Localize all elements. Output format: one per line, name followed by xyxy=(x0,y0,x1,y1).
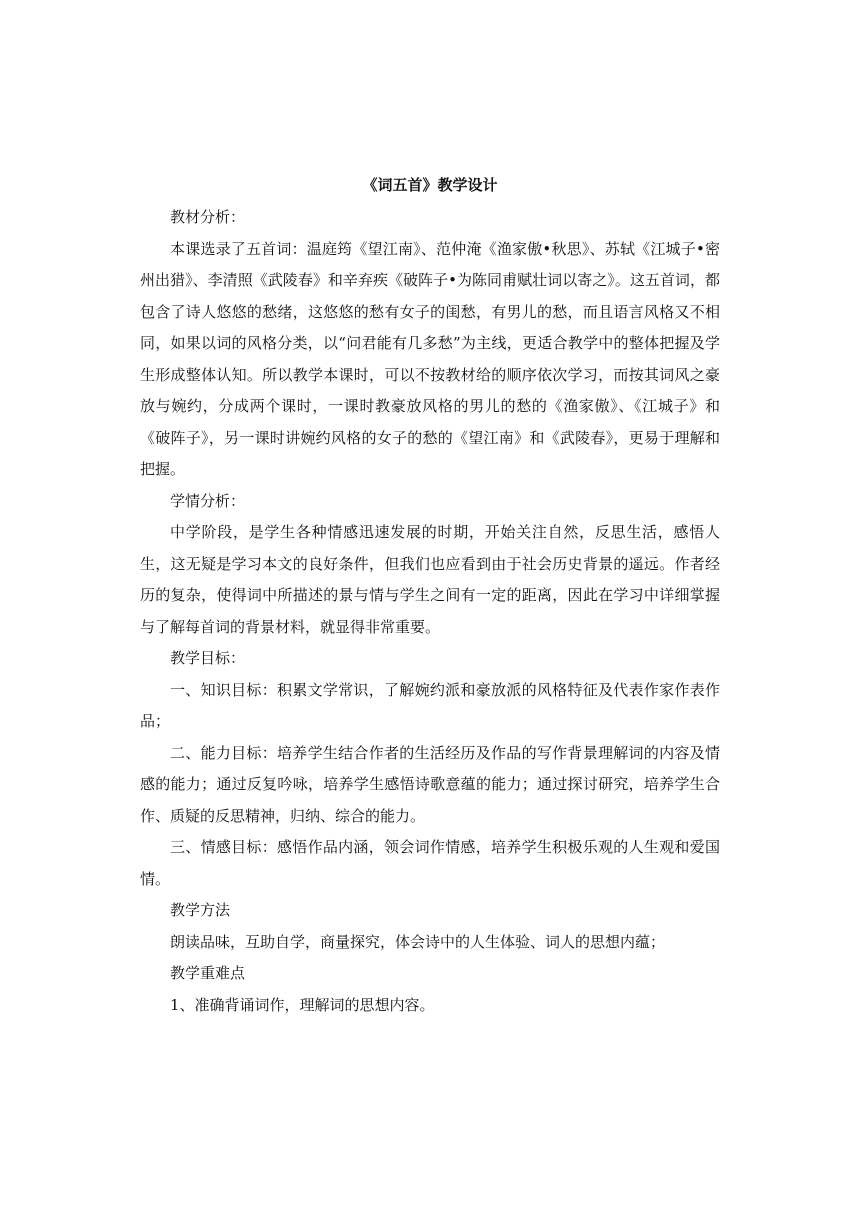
heading-key-points: 教学重难点 xyxy=(170,964,246,982)
paragraph-teaching-methods: 朗读品味，互助自学，商量探究，体会诗中的人生体验、词人的思想内蕴； xyxy=(170,932,666,951)
heading-teaching-goals: 教学目标： xyxy=(170,649,246,667)
goal-emotion: 三、情感目标：感悟作品内涵，领会词作情感，培养学生积极乐观的人生观和爱国情。 xyxy=(140,838,720,888)
document-title: 《词五首》教学设计 xyxy=(362,176,498,194)
key-point-1: 1、准确背诵词作，理解词的思想内容。 xyxy=(170,995,435,1014)
paragraph-student-analysis: 中学阶段，是学生各种情感迅速发展的时期，开始关注自然，反思生活，感悟人生，这无疑是学习本文的良好条件，但我们也应看到由于社会历史背景的遥远。作者经历的复杂，使得词中所描述的景与情与学生之间有一定的距离，因此在学习中详细掌握与了解每首词的背景材料，就显得非常重要。 xyxy=(140,523,720,636)
heading-teaching-methods: 教学方法 xyxy=(170,901,231,919)
heading-textbook-analysis: 教材分析： xyxy=(170,208,246,226)
paragraph-textbook-analysis: 本课选录了五首词：温庭筠《望江南》、范仲淹《渔家傲•秋思》、苏轼《江城子•密州出猎》、李清照《武陵春》和辛弃疾《破阵子•为陈同甫赋壮词以寄之》。这五首词，都包含了诗人悠悠的愁绪，这悠悠的愁有女子的闺愁，有男儿的愁，而且语言风格又不相同，如果以词的风格分类，以“问君能有几多愁”为主线，更适合教学中的整体把握及学生形成整体认知。所以教学本课时，可以不按教材给的顺序依次学习，而按其词风之豪放与婉约，分成两个课时，一课时教豪放风格的男儿的愁的《渔家傲》、《江城子》和《破阵子》，另一课时讲婉约风格的女子的愁的《望江南》和《武陵春》，更易于理解和把握。 xyxy=(140,239,720,478)
heading-student-analysis: 学情分析： xyxy=(170,491,246,510)
goal-knowledge: 一、知识目标：积累文学常识，了解婉约派和豪放派的风格特征及代表作家作表作品； xyxy=(140,680,720,730)
document-page xyxy=(140,170,720,1021)
goal-ability: 二、能力目标：培养学生结合作者的生活经历及作品的写作背景理解词的内容及情感的能力；通过反复吟咏，培养学生感悟诗歌意蕴的能力；通过探讨研究，培养学生合作、质疑的反思精神，归纳、综合的能力。 xyxy=(140,743,720,825)
